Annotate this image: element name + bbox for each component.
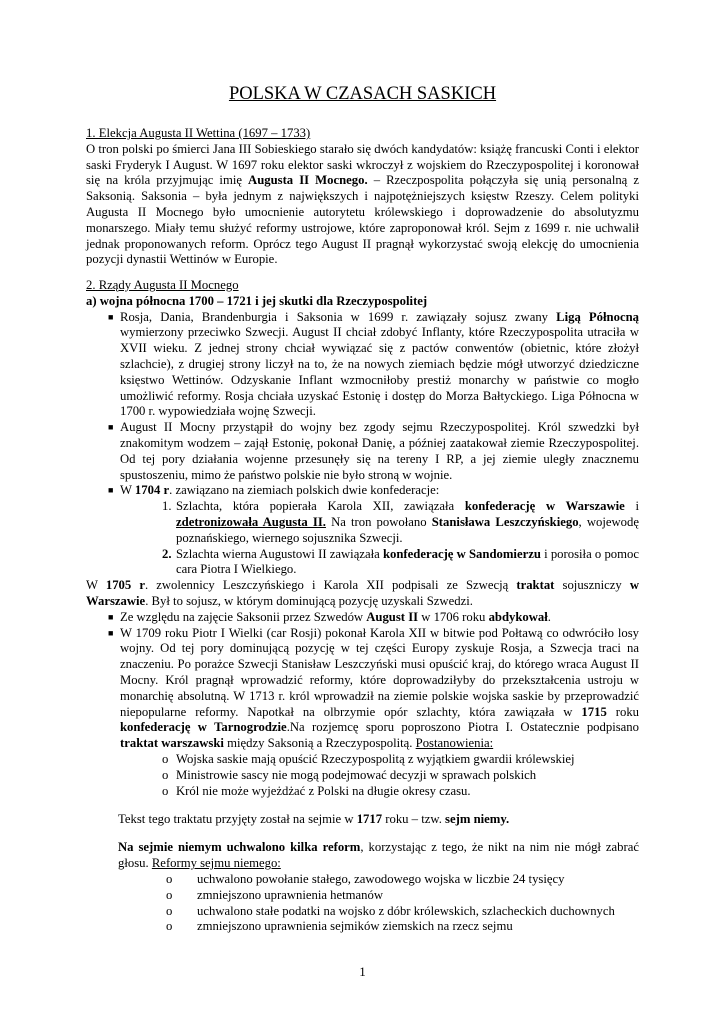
circle-bullet-icon: o: [162, 783, 169, 798]
page-number: 1: [359, 964, 366, 979]
text: W 1709 roku Piotr I Wielki (car Rosji) pokonał Karola XII w bitwie pod Połtawą co odwróciło losy wojny. Od tej pory dominującą pozycję w tej części Europy zyskuje Rosja, a Szwecja traci na znaczeniu. Po porażce Szwecji Stanisław Leszczyński musi opuścić kraj, do którego wraca August II Mocny. Król pragnął wprowadzić reformy, które doprowadziłyby do przekształcenia ustroju w monarchię absolutną. W 1713 r. król wprowadził na ziemie polskie wojska saskie by przeprowadzić niepopularne reformy. Napotkał na olbrzymie opór szlachty, która zawiązała w: [120, 625, 639, 719]
bold-text: Na sejmie niemym uchwalono kilka reform: [118, 840, 361, 855]
text: , wojewodę poznańskiego, wiernego sojusznika Szwecji.: [176, 514, 639, 545]
text: , korzystając z tego, że nikt na nim nie mógł zabrać głosu.: [118, 840, 639, 871]
circle-bullet-icon: o: [162, 767, 169, 782]
circle-bullet-icon: o: [166, 887, 173, 902]
text: zmniejszono uprawnienia hetmanów: [197, 887, 384, 902]
text: . zwolennicy Leszczyńskiego i Karola XII podpisali ze Szwecją: [144, 578, 517, 593]
sub-list-item: [86, 752, 639, 768]
text: .Na rozjemcę sporu poproszono Piotra I. Ostatecznie podpisano: [286, 720, 639, 735]
underlined-text: Postanowienia:: [415, 736, 494, 751]
circle-bullet-icon: o: [166, 903, 173, 918]
text: – Rzeczpospolita połączyła się unią personalną z Saksonią. Saksonia – była jednym z największych i najpotężniejszych księstw Rzeszy. Celem polityki Augusta II Mocnego było umocnienie autorytetu królewskiego i doprowadzenie do absolutyzmu monarszego. Miały temu służyć reformy ustrojowe, które zaproponował król. Sejm z 1699 r. nie uchwalił jednak proponowanych reform. Oprócz tego August II pragnął wykorzystać swoją elekcję do umocnienia pozycji dynastii Wettinów w Europie.: [86, 173, 639, 267]
text: roku: [606, 704, 640, 719]
section-election: [86, 126, 639, 268]
bold-text: 1704 r: [134, 483, 170, 498]
text: i porosiła o pomoc cara Piotra I Wielkiego.: [176, 546, 639, 577]
item-number: 2.: [162, 546, 172, 561]
circle-bullet-icon: o: [166, 872, 173, 887]
bold-text: konfederację w Tarnogrodzie: [120, 720, 287, 735]
underlined-text: Reformy sejmu niemego:: [151, 856, 281, 871]
page-title: POLSKA W CZASACH SASKICH: [228, 84, 497, 104]
sub-list-item: [86, 768, 639, 784]
sub-list-item: [86, 872, 639, 888]
circle-bullet-icon: o: [166, 919, 173, 934]
text: .: [547, 609, 551, 624]
bold-text: August II: [366, 609, 419, 624]
text: . Był to sojusz, w którym dominującą pozycję uzyskali Szwedzi.: [145, 593, 473, 608]
section-heading: 2. Rządy Augusta II Mocnego: [86, 278, 239, 292]
section-reign: [86, 278, 639, 935]
paragraph: [86, 142, 639, 268]
list-item: [86, 310, 639, 421]
sub-list-item: [86, 904, 639, 920]
bold-text: zdetronizowała Augusta II.: [176, 514, 326, 529]
sub-list-item: [86, 919, 639, 935]
text: wymierzony przeciwko Szwecji. August II chciał zdobyć Inflanty, które Rzeczypospolita utraciła w XVII wieku. Z jednej strony chciał wywiązać się z pactów conwentów (obietnic, które złożył szlachcie), z drugiej strony liczył na to, że na nowych ziemiach będzie mógł utworzyć dziedziczne księstwo Wettinów. Odzyskanie Inflant wzmocniłoby prestiż monarchy w państwie co mogło umożliwić reformy. Rosja chciała uzyskać Estonię i dostęp do Morza Bałtyckiego. Liga Północna w 1700 r. wypowiedziała wojnę Szwecji.: [120, 325, 639, 419]
text: Szlachta, która popierała Karola XII, zawiązała: [176, 499, 465, 514]
text: zmniejszono uprawnienia sejmików ziemskich na rzecz sejmu: [197, 919, 513, 934]
text: Rosja, Dania, Brandenburgia i Saksonia w 1699 r. zawiązały sojusz zwany: [120, 309, 557, 324]
bold-text: 1715: [581, 704, 607, 719]
bold-text: konfederację w Warszawie: [464, 499, 625, 514]
numbered-item: [86, 547, 639, 579]
list-item: [86, 483, 639, 499]
paragraph: [86, 578, 639, 610]
text: August II Mocny przystąpił do wojny bez zgody sejmu Rzeczypospolitej. Król szwedzki był znakomitym wodzem – zajął Estonię, pokonał Danię, a później zaatakował ziemie Rzeczypospolitej. Od tej pory działania wojenne przesunęły się na tereny I RP, a jej ziemie uległy znacznemu spustoszeniu, mimo że państwo polskie nie było stroną w wojnie.: [120, 420, 639, 482]
bold-text: Ligą Północną: [556, 309, 639, 324]
text: uchwalono stałe podatki na wojsko z dóbr królewskich, szlacheckich duchownych: [197, 903, 615, 918]
text: Wojska saskie mają opuścić Rzeczypospolitą z wyjątkiem gwardii królewskiej: [176, 751, 575, 766]
text: roku – tzw.: [382, 811, 446, 826]
bold-text: Stanisława Leszczyńskiego: [431, 514, 579, 529]
sub-list-item: [86, 888, 639, 904]
item-number: 1.: [162, 499, 172, 514]
bold-text: konfederację w Sandomierzu: [382, 546, 541, 561]
section-heading: 1. Elekcja Augusta II Wettina (1697 – 1733): [86, 126, 311, 140]
text: . zawiązano na ziemiach polskich dwie konfederacje:: [169, 483, 440, 498]
bold-text: w Warszawie: [86, 578, 639, 608]
sub-list-item: [86, 784, 639, 800]
bold-text: 1705 r: [105, 578, 145, 593]
bold-text: Augusta II Mocnego.: [248, 173, 368, 188]
list-item: [86, 420, 639, 483]
subsection-heading: a) wojna północna 1700 – 1721 i jej skutki dla Rzeczypospolitej: [86, 293, 428, 308]
bold-text: abdykował: [488, 609, 548, 624]
paragraph: [86, 840, 639, 872]
bold-text: 1717: [356, 811, 383, 826]
bold-text: sejm niemy.: [445, 811, 510, 826]
text: Tekst tego traktatu przyjęty został na sejmie w: [118, 811, 357, 826]
list-item: [86, 610, 639, 626]
text: Król nie może wyjeżdżać z Polski na długie okresy czasu.: [176, 783, 471, 798]
bold-text: traktat: [516, 578, 555, 593]
text: Ze względu na zajęcie Saksonii przez Szwedów: [120, 609, 367, 624]
text: Szlachta wierna Augustowi II zawiązała: [176, 546, 383, 561]
text: Na tron powołano: [325, 514, 432, 529]
text: W: [86, 578, 106, 593]
text: O tron polski po śmierci Jana III Sobieskiego starało się dwóch kandydatów: książę francuski Conti i elektor saski Fryderyk I August. W 1697 roku elektor saski wkroczył z wojskiem do Rzeczypospolitej i koronował się na króla przyjmując imię: [86, 141, 639, 188]
square-bullet-icon: ■: [108, 627, 114, 638]
list-item: [86, 626, 639, 752]
paragraph: [86, 812, 639, 828]
square-bullet-icon: ■: [108, 485, 114, 496]
text: Ministrowie sascy nie mogą podejmować decyzji w sprawach polskich: [176, 767, 537, 782]
circle-bullet-icon: o: [162, 751, 169, 766]
text: sojuszniczy: [554, 578, 630, 593]
square-bullet-icon: ■: [108, 422, 114, 433]
text: w 1706 roku: [418, 609, 489, 624]
text: uchwalono powołanie stałego, zawodowego wojska w liczbie 24 tysięcy: [197, 872, 565, 887]
text: między Saksonią a Rzeczypospolitą.: [223, 736, 416, 751]
numbered-item: [86, 499, 639, 546]
square-bullet-icon: ■: [108, 311, 114, 322]
text: i: [624, 499, 640, 514]
bold-text: traktat warszawski: [120, 736, 224, 751]
text: W: [120, 483, 135, 498]
square-bullet-icon: ■: [108, 611, 114, 622]
